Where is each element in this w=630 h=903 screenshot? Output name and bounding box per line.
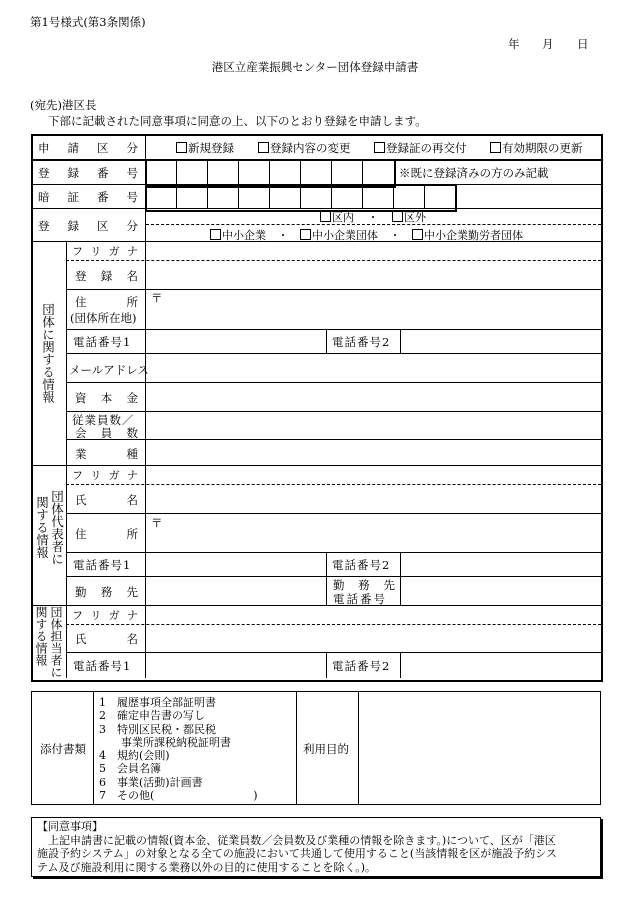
form-number: 第1号様式(第3条関係) — [30, 15, 146, 29]
consent-text — [37, 820, 557, 874]
contact-phone1-label: 電話番号1 — [73, 659, 132, 673]
checkbox-icon — [392, 211, 403, 222]
page-title: 港区立産業振興センター団体登録申請書 — [211, 60, 419, 74]
addressee: (宛先)港区長 — [30, 98, 97, 112]
option-renewal[interactable]: 有効期限の更新 — [490, 140, 583, 156]
org-phone2-label: 電話番号2 — [332, 335, 391, 349]
list-item: 7 その他( ) — [99, 789, 258, 803]
contact-name-label: 氏 名 — [75, 632, 138, 646]
option-new-registration[interactable]: 新規登録 — [176, 140, 234, 156]
registration-number-label: 登 録 番 号 — [38, 166, 138, 180]
attachments-list — [99, 696, 258, 802]
list-item: 6 事業(活動)計画書 — [99, 775, 203, 789]
rep-phone2-label: 電話番号2 — [332, 558, 391, 572]
contact-furigana-label: フ リ ガ ナ — [72, 609, 138, 622]
org-industry-label: 業 種 — [75, 447, 138, 461]
area-options: 区内 ・ 区外 — [320, 209, 426, 225]
org-email-label: メールアドレス — [69, 363, 149, 377]
rep-name-label: 氏 名 — [75, 493, 138, 507]
org-furigana-label: フ リ ガ ナ — [72, 245, 138, 258]
rep-workplace-phone-label-1: 勤 務 先 — [333, 578, 395, 592]
option-sme[interactable]: 中小企業 — [210, 229, 266, 242]
list-item: 事業所課税納税証明書 — [99, 735, 231, 749]
purpose-label: 利用目的 — [303, 742, 349, 756]
representative-section-label-1: 団体代表者に — [49, 490, 65, 565]
registration-number-note: ※既に登録済みの方のみ記載 — [399, 166, 549, 180]
checkbox-icon — [210, 229, 221, 240]
consent-line: テム及び施設利用に関する業務以外の目的に使用することを除く。)。 — [37, 860, 377, 874]
consent-heading: 【同意事項】 — [37, 820, 103, 833]
contact-section-label-2: 関する情報 — [34, 606, 48, 666]
date-day: 日 — [577, 37, 589, 51]
organization-section-label: 団体に関する情報 — [40, 303, 56, 403]
checkbox-icon — [490, 142, 501, 153]
rep-furigana-label: フ リ ガ ナ — [72, 469, 138, 482]
contact-section-label-1: 団体担当者に — [49, 606, 63, 678]
option-change-registration[interactable]: 登録内容の変更 — [258, 140, 351, 156]
option-reissue[interactable]: 登録証の再交付 — [374, 140, 467, 156]
representative-section-label-2: 関する情報 — [34, 496, 50, 559]
list-item: 3 特別区民税・都民税 — [99, 722, 216, 736]
option-sme-group[interactable]: 中小企業団体 — [300, 229, 378, 242]
checkbox-icon — [258, 142, 269, 153]
list-item: 1 履歴事項全部証明書 — [99, 696, 216, 709]
consent-line: 施設予約システム」の対象となる全ての施設において共通して使用すること(当該情報を区が施設予約シス — [37, 847, 557, 860]
option-sme-worker-group[interactable]: 中小企業勤労者団体 — [412, 229, 523, 242]
list-item: 2 確定申告書の写し — [99, 709, 205, 723]
org-phone1-label: 電話番号1 — [73, 335, 132, 349]
registration-category-label: 登 録 区 分 — [38, 219, 138, 233]
pin-label: 暗 証 番 号 — [38, 190, 138, 204]
checkbox-icon — [320, 211, 331, 222]
consent-line: 上記申請書に記載の情報(資本金、従業員数／会員数及び業種の情報を除きます。)について、区が「港区 — [37, 833, 556, 847]
application-type-label: 申 請 区 分 — [38, 141, 138, 155]
rep-phone1-label: 電話番号1 — [73, 558, 132, 572]
contact-phone2-label: 電話番号2 — [332, 659, 391, 673]
option-outside-ward[interactable]: 区外 — [392, 211, 426, 224]
rep-address-label: 住 所 — [75, 527, 138, 541]
org-name-label: 登 録 名 — [75, 269, 138, 283]
org-type-options: 中小企業 ・ 中小企業団体 ・ 中小企業勤労者団体 — [210, 227, 523, 243]
checkbox-icon — [300, 229, 311, 240]
checkbox-icon — [374, 142, 385, 153]
option-inside-ward[interactable]: 区内 — [320, 211, 354, 224]
list-item: 5 会員名簿 — [99, 762, 161, 776]
rep-workplace-phone-label-2: 電話番号 — [333, 592, 387, 606]
org-employees-label: 従業員数／ — [72, 413, 135, 427]
date-month: 月 — [542, 37, 554, 51]
list-item: 4 規約(会則) — [99, 749, 170, 763]
org-postal-mark: 〒 — [151, 291, 163, 305]
checkbox-icon — [412, 229, 423, 240]
rep-workplace-label: 勤 務 先 — [75, 585, 138, 599]
attachments-label: 添付書類 — [40, 742, 86, 756]
org-capital-label: 資 本 金 — [75, 391, 138, 405]
date-year: 年 — [508, 37, 520, 51]
org-members-label: 会 員 数 — [75, 426, 138, 440]
rep-postal-mark: 〒 — [151, 516, 163, 530]
org-address-label: 住 所 — [75, 295, 138, 309]
org-address-sublabel: (団体所在地) — [70, 311, 137, 325]
checkbox-icon — [176, 142, 187, 153]
intro-text: 下部に記載された同意事項に同意の上、以下のとおり登録を申請します。 — [48, 114, 427, 128]
